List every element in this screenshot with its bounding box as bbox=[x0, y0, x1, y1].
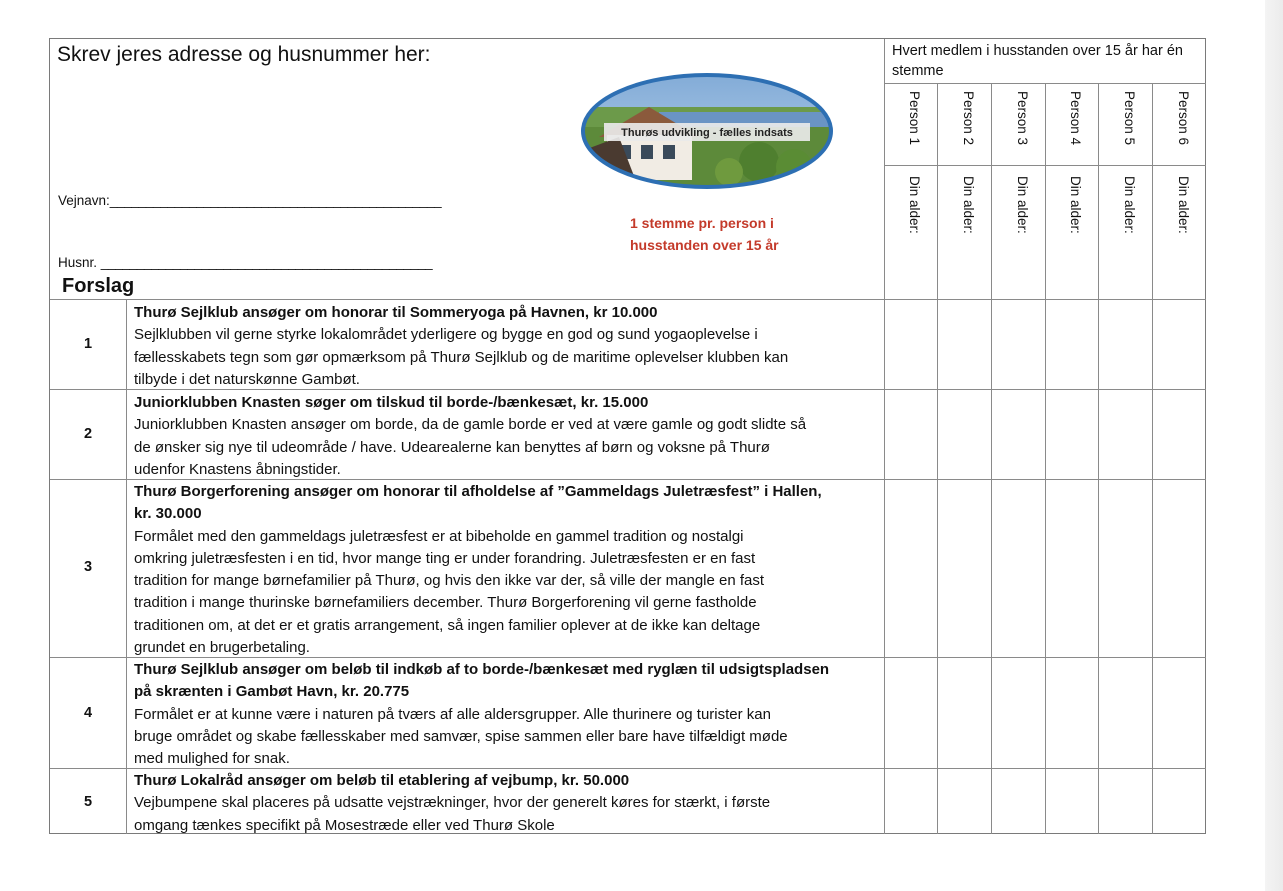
proposal-1-line: tilbyde i det naturskønne Gambøt. bbox=[134, 370, 360, 388]
address-title: Skrev jeres adresse og husnummer her: bbox=[57, 43, 431, 66]
proposal-2-line: Juniorklubben Knasten ansøger om borde, da de gamle borde er ved at være gamle og godt slidte så bbox=[134, 416, 807, 434]
person-3-age-field[interactable]: Din alder: bbox=[1015, 176, 1030, 234]
person-2-header: Person 2 bbox=[961, 91, 976, 146]
proposal-4-number: 4 bbox=[83, 705, 93, 721]
proposal-3 bbox=[134, 481, 879, 659]
proposal-2 bbox=[134, 392, 879, 481]
proposal-3-line: tradition i mange thurinske børnefamiliers december. Thurø Borgerforening vil gerne fastholde bbox=[134, 594, 757, 612]
proposal-2-title: Juniorklubben Knasten søger om tilskud til borde-/bænkesæt, kr. 15.000 bbox=[134, 394, 649, 411]
grid-line bbox=[884, 39, 885, 834]
vote-note-line1: 1 stemme pr. person i bbox=[630, 215, 774, 231]
proposal-4-title-cont: på skrænten i Gambøt Havn, kr. 20.775 bbox=[134, 683, 410, 701]
vote-note bbox=[630, 212, 779, 256]
grid-line bbox=[1045, 83, 1046, 834]
grid-line bbox=[884, 165, 1206, 166]
proposal-2-number: 2 bbox=[83, 426, 93, 442]
proposal-5-line: omgang tænkes specifikt på Mosestræde eller ved Thurø Skole bbox=[134, 816, 555, 834]
grid-line bbox=[1152, 83, 1153, 834]
person-3-header: Person 3 bbox=[1015, 91, 1030, 146]
logo-image bbox=[579, 67, 835, 189]
person-2-age-field[interactable]: Din alder: bbox=[961, 176, 976, 234]
house-label-text: Husnr. bbox=[58, 255, 98, 270]
proposal-4-line: med mulighed for snak. bbox=[134, 750, 290, 768]
proposal-3-line: omkring juletræsfesten i en tid, hvor mange ting er under forandring. Juletræsfesten er en fast bbox=[134, 549, 756, 567]
proposal-5 bbox=[134, 770, 879, 837]
person-1-age-field[interactable]: Din alder: bbox=[907, 176, 922, 234]
ballot-sheet bbox=[49, 38, 1206, 834]
person-6-header: Person 6 bbox=[1176, 91, 1191, 146]
proposal-5-number: 5 bbox=[83, 794, 93, 810]
person-5-age-field[interactable]: Din alder: bbox=[1122, 176, 1137, 234]
proposal-3-line: grundet en brugerbetaling. bbox=[134, 639, 310, 657]
grid-line bbox=[991, 83, 992, 834]
proposal-5-line: Vejbumpene skal placeres på udsatte vejstrækninger, hvor der generelt køres for stærkt, i første bbox=[134, 794, 771, 812]
logo-caption: Thurøs udvikling - fælles indsats bbox=[621, 127, 793, 139]
members-note: Hvert medlem i husstanden over 15 år har én stemme bbox=[892, 43, 1183, 79]
house-label bbox=[58, 255, 432, 270]
proposal-1-line: Sejlklubben vil gerne styrke lokalområdet yderligere og bygge en god og sund yogaoplevelse i bbox=[134, 326, 758, 344]
proposal-1-line: fællesskabets tegn som gør opmærksom på Thurø Sejlklub og de maritime oplevelser klubben kan bbox=[134, 348, 789, 366]
street-label bbox=[58, 193, 441, 208]
logo bbox=[579, 67, 835, 189]
proposal-4-title: Thurø Sejlklub ansøger om beløb til indkøb af to borde-/bænkesæt med ryglæn til udsigtspladsen bbox=[134, 661, 830, 678]
proposal-3-title-cont: kr. 30.000 bbox=[134, 505, 202, 523]
grid-line bbox=[50, 299, 1206, 300]
proposal-3-line: tradition for mange børnefamilier på Thurø, og hvis den ikke var der, så ville der mangle en fast bbox=[134, 572, 765, 590]
proposal-4 bbox=[134, 659, 879, 770]
proposal-1 bbox=[134, 302, 879, 391]
grid-line bbox=[937, 83, 938, 834]
proposal-3-line: Formålet med den gammeldags juletræsfest er at bibeholde en gammel tradition og nostalgi bbox=[134, 527, 744, 545]
grid-line bbox=[884, 83, 1206, 84]
street-label-text: Vejnavn: bbox=[58, 193, 110, 208]
house-input-line[interactable]: ______________________________________________ bbox=[100, 255, 433, 270]
proposal-4-line: Formålet er at kunne være i naturen på tværs af alle aldersgrupper. Alle thurinere og turister kan bbox=[134, 705, 771, 723]
proposal-1-number: 1 bbox=[83, 336, 93, 352]
grid-line bbox=[1098, 83, 1099, 834]
proposal-3-line: traditionen om, at det er et gratis arrangement, så ingen familier oplever at de ikke kan deltage bbox=[134, 616, 761, 634]
proposal-2-line: de ønsker sig nye til udeområde / have. Udearealerne kan benyttes af børn og voksne på Thurø bbox=[134, 438, 770, 456]
proposal-3-number: 3 bbox=[83, 559, 93, 575]
proposal-1-title: Thurø Sejlklub ansøger om honorar til Sommeryoga på Havnen, kr 10.000 bbox=[134, 304, 658, 321]
grid-line bbox=[126, 299, 127, 834]
person-6-age-field[interactable]: Din alder: bbox=[1176, 176, 1191, 234]
proposal-2-line: udenfor Knastens åbningstider. bbox=[134, 460, 341, 478]
person-4-header: Person 4 bbox=[1068, 91, 1083, 146]
proposal-4-line: bruge området og skabe fællesskaber med samvær, spise sammen eller bare have tilfældigt møde bbox=[134, 727, 788, 745]
vote-note-line2: husstanden over 15 år bbox=[630, 237, 779, 253]
person-5-header: Person 5 bbox=[1122, 91, 1137, 146]
proposal-3-title: Thurø Borgerforening ansøger om honorar til afholdelse af ”Gammeldags Juletræsfest” i Hallen, bbox=[134, 483, 822, 500]
page-edge bbox=[1265, 0, 1283, 891]
proposal-5-title: Thurø Lokalråd ansøger om beløb til etablering af vejbump, kr. 50.000 bbox=[134, 772, 630, 789]
street-input-line[interactable]: ______________________________________________ bbox=[109, 193, 442, 208]
person-4-age-field[interactable]: Din alder: bbox=[1068, 176, 1083, 234]
person-1-header: Person 1 bbox=[907, 91, 922, 146]
section-label-forslag: Forslag bbox=[62, 275, 135, 297]
